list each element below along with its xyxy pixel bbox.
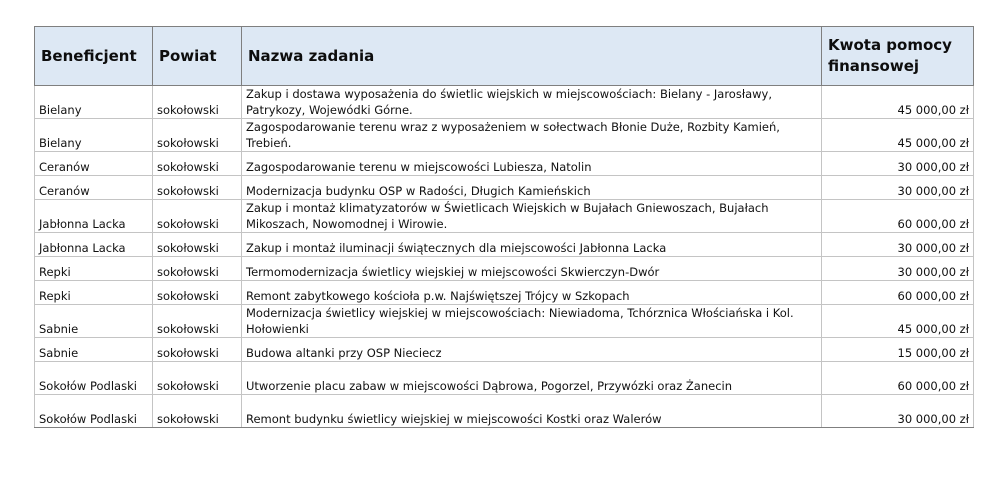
- cell-beneficiary: Jabłonna Lacka: [35, 233, 153, 257]
- cell-beneficiary: Repki: [35, 281, 153, 305]
- table-row: [35, 176, 974, 200]
- table-row: [35, 152, 974, 176]
- cell-county: sokołowski: [153, 152, 242, 176]
- cell-task: Utworzenie placu zabaw w miejscowości Dąbrowa, Pogorzel, Przywózki oraz Żanecin: [242, 362, 822, 395]
- table-row: [35, 338, 974, 362]
- cell-county: sokołowski: [153, 281, 242, 305]
- cell-amount: 60 000,00 zł: [822, 281, 974, 305]
- cell-county: sokołowski: [153, 305, 242, 338]
- cell-amount: 45 000,00 zł: [822, 305, 974, 338]
- cell-beneficiary: Bielany: [35, 119, 153, 152]
- cell-beneficiary: Sabnie: [35, 305, 153, 338]
- header-county: Powiat: [153, 27, 242, 86]
- table-body: [35, 86, 974, 428]
- table-header: [35, 27, 974, 86]
- cell-task: Remont zabytkowego kościoła p.w. Najświętszej Trójcy w Szkopach: [242, 281, 822, 305]
- cell-task: Zakup i montaż klimatyzatorów w Świetlicach Wiejskich w Bujałach Gniewoszach, Bujałach Mikoszach, Nowomodnej i Wirowie.: [242, 200, 822, 233]
- cell-county: sokołowski: [153, 86, 242, 119]
- header-task: Nazwa zadania: [242, 27, 822, 86]
- cell-county: sokołowski: [153, 233, 242, 257]
- cell-amount: 15 000,00 zł: [822, 338, 974, 362]
- cell-amount: 60 000,00 zł: [822, 200, 974, 233]
- table-row: [35, 305, 974, 338]
- cell-task: Termomodernizacja świetlicy wiejskiej w miejscowości Skwierczyn-Dwór: [242, 257, 822, 281]
- table-row: [35, 233, 974, 257]
- table-row: [35, 395, 974, 428]
- table-row: [35, 200, 974, 233]
- cell-amount: 30 000,00 zł: [822, 257, 974, 281]
- cell-beneficiary: Sokołów Podlaski: [35, 395, 153, 428]
- cell-task: Remont budynku świetlicy wiejskiej w miejscowości Kostki oraz Walerów: [242, 395, 822, 428]
- table-row: [35, 119, 974, 152]
- cell-task: Zagospodarowanie terenu wraz z wyposażeniem w sołectwach Błonie Duże, Rozbity Kamień, Trebień.: [242, 119, 822, 152]
- cell-county: sokołowski: [153, 338, 242, 362]
- cell-beneficiary: Repki: [35, 257, 153, 281]
- cell-task: Budowa altanki przy OSP Nieciecz: [242, 338, 822, 362]
- cell-beneficiary: Sabnie: [35, 338, 153, 362]
- cell-beneficiary: Ceranów: [35, 152, 153, 176]
- grants-table: [34, 26, 974, 428]
- cell-county: sokołowski: [153, 176, 242, 200]
- header-amount: Kwota pomocy finansowej: [822, 27, 974, 86]
- cell-beneficiary: Jabłonna Lacka: [35, 200, 153, 233]
- table-row: [35, 86, 974, 119]
- cell-amount: 45 000,00 zł: [822, 119, 974, 152]
- cell-county: sokołowski: [153, 395, 242, 428]
- cell-task: Zakup i montaż iluminacji świątecznych dla miejscowości Jabłonna Lacka: [242, 233, 822, 257]
- cell-county: sokołowski: [153, 362, 242, 395]
- cell-county: sokołowski: [153, 200, 242, 233]
- cell-amount: 30 000,00 zł: [822, 233, 974, 257]
- cell-amount: 30 000,00 zł: [822, 176, 974, 200]
- cell-county: sokołowski: [153, 119, 242, 152]
- cell-beneficiary: Sokołów Podlaski: [35, 362, 153, 395]
- cell-task: Modernizacja świetlicy wiejskiej w miejscowościach: Niewiadoma, Tchórznica Włościańska i Kol. Hołowienki: [242, 305, 822, 338]
- cell-amount: 30 000,00 zł: [822, 395, 974, 428]
- cell-task: Modernizacja budynku OSP w Radości, Długich Kamieńskich: [242, 176, 822, 200]
- table-row: [35, 257, 974, 281]
- cell-beneficiary: Bielany: [35, 86, 153, 119]
- header-beneficiary: Beneficjent: [35, 27, 153, 86]
- cell-county: sokołowski: [153, 257, 242, 281]
- table-row: [35, 281, 974, 305]
- cell-task: Zakup i dostawa wyposażenia do świetlic wiejskich w miejscowościach: Bielany - Jarosławy, Patrykozy, Wojewódki Górne.: [242, 86, 822, 119]
- cell-amount: 60 000,00 zł: [822, 362, 974, 395]
- cell-amount: 45 000,00 zł: [822, 86, 974, 119]
- table-row: [35, 362, 974, 395]
- cell-amount: 30 000,00 zł: [822, 152, 974, 176]
- header-row: [35, 27, 974, 86]
- cell-beneficiary: Ceranów: [35, 176, 153, 200]
- cell-task: Zagospodarowanie terenu w miejscowości Lubiesza, Natolin: [242, 152, 822, 176]
